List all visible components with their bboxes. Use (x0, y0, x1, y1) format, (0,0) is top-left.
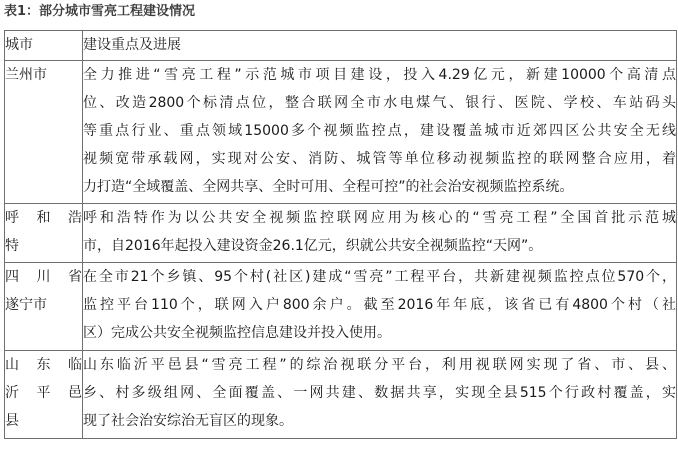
description-line: 市，自2016年起投入建设资金26.1亿元，织就公共安全视频监控“天网”。 (83, 238, 543, 254)
construction-table (4, 30, 677, 439)
city-cell (5, 351, 83, 439)
description-line: 呼和浩特作为以公共安全视频监控联网应用为核心的“雪亮工程”全国首批示范城 (83, 210, 676, 226)
description-line: 力打造“全域覆盖、全网共享、全时可用、全程可控”的社会治安视频监控系统。 (83, 179, 574, 195)
description-cell (83, 351, 677, 439)
table-row (5, 263, 677, 351)
header-progress-label: 建设重点及进展 (83, 37, 181, 53)
header-city (5, 31, 83, 61)
description-cell (83, 263, 677, 351)
table-row (5, 204, 677, 263)
city-line: 遂宁市 (5, 297, 47, 313)
description-line: 山东临沂平邑县“雪亮工程”的综治视联分平台，利用视联网实现了省、市、县、 (83, 357, 676, 373)
table-header-row (5, 31, 677, 61)
description-line: 全力推进“雪亮工程”示范城市项目建设，投入4.29亿元，新建10000个高清点 (83, 67, 676, 83)
city-line: 四川省 (5, 269, 82, 285)
city-line: 县 (5, 413, 19, 429)
description-line: 区）完成公共安全视频监控信息建设并投入使用。 (83, 325, 391, 341)
header-progress (83, 31, 677, 61)
table-row (5, 351, 677, 439)
city-line: 沂平邑 (5, 385, 82, 401)
header-city-label: 城市 (5, 37, 33, 53)
city-line: 呼和浩 (5, 210, 82, 226)
city-cell (5, 61, 83, 204)
description-line: 乡、村多级组网、全面覆盖、一网共建、数据共享，实现全县515个行政村覆盖，实 (83, 385, 676, 401)
city-line: 兰州市 (5, 67, 47, 83)
description-cell (83, 204, 677, 263)
city-line: 特 (5, 238, 19, 254)
city-cell (5, 263, 83, 351)
description-line: 现了社会治安综治无盲区的现象。 (83, 413, 293, 429)
table-row (5, 61, 677, 204)
description-line: 在全市21个乡镇、95个村(社区)建成“雪亮”工程平台，共新建视频监控点位570个， (83, 269, 676, 285)
description-line: 监控平台110个，联网入户800余户。截至2016年年底，该省已有4800个村（社 (83, 297, 676, 313)
city-cell (5, 204, 83, 263)
description-line: 位、改造2800个标清点位，整合联网全市水电煤气、银行、医院、学校、车站码头 (83, 95, 676, 111)
city-line: 山东临 (5, 357, 82, 373)
table-caption: 表1：部分城市雪亮工程建设情况 (4, 4, 196, 19)
description-line: 视频宽带承载网，实现对公安、消防、城管等单位移动视频监控的联网整合应用，着 (83, 151, 676, 167)
description-cell (83, 61, 677, 204)
description-line: 等重点行业、重点领域15000多个视频监控点，建设覆盖城市近郊四区公共安全无线 (83, 123, 676, 139)
